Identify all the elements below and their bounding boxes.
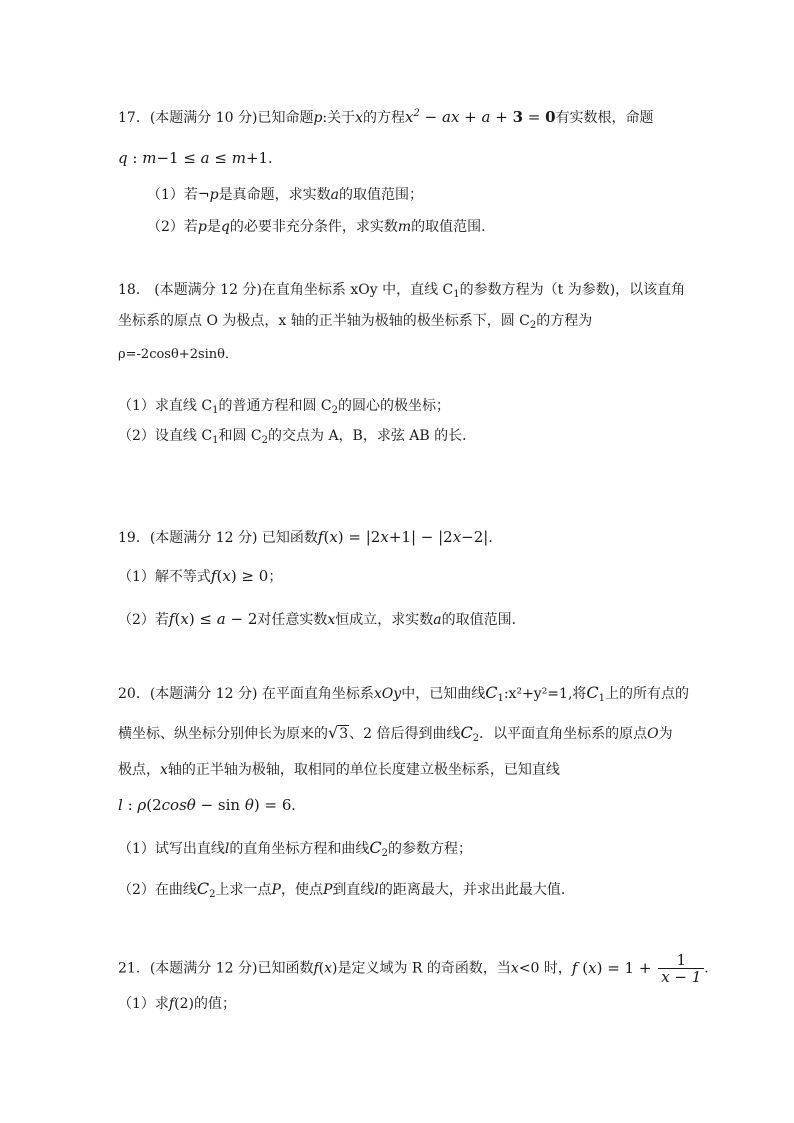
- math-var: x: [405, 108, 414, 126]
- q17-text: 有实数根，命题: [555, 110, 654, 126]
- q18-stem-line2: [118, 311, 592, 331]
- q20-text: 轴的正半轴为极轴，取相同的单位长度建立极坐标系，已知直线: [167, 762, 560, 778]
- q20-part2: [118, 879, 565, 900]
- math-op: −1 ≤: [156, 149, 201, 167]
- q20-text: 横坐标、纵坐标分别伸长为原来的: [118, 726, 328, 742]
- q17-text: 的必要非充分条件，求实数: [229, 219, 398, 235]
- math-op: (: [323, 528, 330, 546]
- math-var: x: [380, 528, 389, 546]
- math-var: m: [142, 149, 157, 167]
- math-op: :: [127, 149, 143, 167]
- math-op: (: [174, 610, 181, 628]
- q20-text: 的参数方程；: [388, 841, 473, 857]
- q19-text: 对任意实数: [257, 612, 328, 628]
- q17-text: （2）若: [147, 219, 198, 235]
- q17-part2: [147, 217, 495, 237]
- math-expression: [211, 567, 268, 585]
- q18-text: 的交点为 A，B，求弦 AB 的长．: [268, 428, 477, 444]
- math-expression: [318, 528, 488, 546]
- q20-text: ．以平面直角坐标系的原点: [479, 726, 648, 742]
- math-var: C: [460, 723, 473, 742]
- math-op: −: [419, 108, 442, 126]
- math-var: C: [196, 879, 210, 898]
- q19-text: （1）解不等式: [118, 569, 211, 585]
- math-expression: [118, 149, 268, 167]
- q20-text: 上求一点: [215, 882, 272, 898]
- q20-line-equation: [118, 795, 305, 816]
- q20-text: 的直角坐标方程和曲线: [229, 841, 370, 857]
- q17-text: 17．(本题满分 10 分)已知命题: [118, 110, 314, 126]
- math-op: +1| − |2: [388, 528, 453, 546]
- q18-text: ρ=-2cosθ+2sinθ．: [118, 347, 238, 362]
- math-op: +: [490, 108, 513, 126]
- q20-text: ．: [291, 798, 306, 814]
- q17-text: 是真命题，求实数: [218, 187, 331, 203]
- math-op: (: [216, 567, 223, 585]
- subscript: 2: [209, 889, 216, 900]
- math-var: θ: [244, 796, 254, 814]
- radicand: 3: [339, 726, 349, 742]
- subscript: 2: [261, 435, 268, 446]
- math-var: C: [369, 838, 382, 857]
- q20-text: 的距离最大，并求出此最大值.: [378, 882, 566, 898]
- q20-text: ，使点: [280, 882, 323, 898]
- math-var: x: [180, 610, 189, 628]
- q18-text: 18． (本题满分 12 分)在直角坐标系 xOy 中，直线 C: [118, 282, 454, 298]
- q20-stem-line2: [118, 723, 673, 744]
- math-var: P: [271, 882, 281, 898]
- q20-part1: [118, 838, 472, 859]
- math-var: x: [324, 960, 333, 977]
- q21-part1: [118, 994, 236, 1014]
- q17-stem-line2: [118, 148, 282, 169]
- q21-text: 21．(本题满分 12 分)已知函数: [118, 960, 314, 977]
- math-expression: [405, 108, 556, 126]
- q17-text: 的取值范围．: [411, 219, 496, 235]
- math-var: cosθ: [161, 796, 196, 814]
- math-var: a: [481, 108, 491, 126]
- math-var: C: [586, 683, 599, 702]
- math-op: ) = 1 +: [596, 958, 657, 977]
- math-var: a: [433, 612, 442, 628]
- q19-part1: [118, 566, 282, 587]
- q19-stem: [118, 527, 502, 548]
- math-var: x: [160, 762, 168, 778]
- q20-text: （2）在曲线: [118, 882, 197, 898]
- q20-text: 到直线: [332, 882, 375, 898]
- q20-text: 20．(本题满分 12 分) 在平面直角坐标系: [118, 686, 374, 702]
- q19-text: 恒成立，求实数: [335, 612, 434, 628]
- q21-text: （1）求: [118, 996, 169, 1012]
- math-var: x: [452, 528, 462, 546]
- subscript: 2: [529, 320, 537, 331]
- math-var: f: [168, 996, 175, 1012]
- fraction-denominator: x − 1: [661, 968, 702, 986]
- q18-text: 和圆 C: [218, 428, 262, 444]
- q18-text: 的圆心的极坐标；: [338, 398, 450, 414]
- math-op: ) = 6: [253, 796, 292, 814]
- math-expression: [118, 796, 291, 814]
- q18-text: 坐标系的原点 O 为极点，x 轴的正半轴为极轴的极坐标系下，圆 C: [118, 313, 530, 329]
- subscript: 2: [381, 848, 389, 859]
- math-op: ) ≤: [188, 610, 217, 628]
- subscript: 1: [212, 405, 219, 416]
- q20-text: 、2 倍后得到曲线: [349, 726, 461, 742]
- math-var: l: [224, 841, 230, 857]
- radical-sign-icon: √: [328, 723, 339, 742]
- q19-text: （2）若: [118, 612, 169, 628]
- q20-text: 极点，: [118, 762, 160, 778]
- q18-circle-equation: [118, 345, 238, 365]
- math-var: a: [216, 610, 226, 628]
- math-op: − sin: [195, 796, 245, 814]
- q21-text: (2)的值；: [174, 996, 236, 1012]
- q19-text: 19．(本题满分 12 分) 已知函数: [118, 530, 318, 546]
- math-op: (: [577, 958, 589, 977]
- math-var: p: [197, 219, 207, 235]
- math-var: x: [329, 528, 338, 546]
- q17-text: :关于: [322, 110, 356, 126]
- math-var: xOy: [373, 686, 402, 702]
- math-expression: [571, 951, 704, 986]
- q21-text: .: [704, 960, 709, 977]
- q20-text: 中，已知曲线: [401, 686, 486, 702]
- q20-stem-line1: [118, 683, 689, 704]
- math-var: f: [317, 528, 324, 546]
- q17-part1: [147, 185, 423, 205]
- math-num: 0: [545, 108, 556, 126]
- math-num: 3: [512, 108, 524, 126]
- math-var: f: [168, 610, 175, 628]
- q19-text: ．: [488, 530, 503, 546]
- math-var: f: [571, 958, 578, 977]
- math-op: ≤: [209, 149, 232, 167]
- math-expression: [169, 610, 257, 628]
- math-var: q: [118, 149, 128, 167]
- math-var: x: [355, 110, 364, 126]
- q21-text: <0 时，: [518, 960, 572, 977]
- subscript: 2: [472, 733, 480, 744]
- math-var: x: [327, 612, 336, 628]
- math-var: O: [647, 726, 659, 742]
- sqrt-expression: [328, 723, 349, 744]
- math-var: x: [588, 958, 597, 977]
- math-op: − 2: [225, 610, 258, 628]
- subscript: 1: [497, 693, 504, 704]
- math-op: ) = |2: [337, 528, 381, 546]
- math-var: l: [118, 796, 123, 814]
- subscript: 1: [453, 289, 460, 300]
- q18-text: 的方程为: [536, 313, 593, 329]
- q20-stem-line3: [118, 760, 560, 780]
- q18-text: 的参数方程为（t 为参数)，以该直角: [459, 282, 686, 298]
- q17-text: 的方程: [363, 110, 406, 126]
- math-op: (2: [146, 796, 162, 814]
- fraction-numerator: 1: [658, 952, 704, 969]
- q21-text: (: [318, 960, 325, 977]
- q17-text: 是: [206, 219, 221, 235]
- q19-text: 的取值范围.: [441, 612, 517, 628]
- math-var: x: [222, 567, 231, 585]
- q17-text: 的取值范围；: [338, 187, 423, 203]
- math-op: −2|: [461, 528, 489, 546]
- q18-text: （1）求直线 C: [118, 398, 213, 414]
- math-var: m: [231, 149, 246, 167]
- math-var: p: [313, 110, 323, 126]
- q20-text: （1）试写出直线: [118, 841, 225, 857]
- q18-text: 的普通方程和圆 C: [218, 398, 332, 414]
- q21-text: )是定义域为 R 的奇函数，当: [332, 960, 511, 977]
- math-var: a: [200, 149, 210, 167]
- q19-text: ；: [268, 569, 283, 585]
- q20-text: :x²+y²=1,将: [503, 686, 587, 702]
- math-var: P: [322, 882, 333, 898]
- math-var: p: [209, 187, 219, 203]
- math-var: ρ: [137, 796, 147, 814]
- math-var: f: [313, 960, 319, 977]
- math-var: ax: [442, 108, 460, 126]
- math-var: l: [374, 882, 379, 898]
- math-op: =: [523, 108, 546, 126]
- q17-stem-line1: [118, 107, 654, 128]
- math-op: +1: [245, 149, 269, 167]
- math-op: +: [459, 108, 482, 126]
- q19-part2: [118, 609, 516, 630]
- q20-text: 为: [658, 726, 673, 742]
- math-var: x: [510, 960, 519, 977]
- fraction: [658, 952, 704, 985]
- subscript: 2: [331, 405, 338, 416]
- math-var: q: [220, 219, 230, 235]
- q18-part1: [118, 396, 450, 416]
- math-var: a: [330, 187, 339, 203]
- q20-text: 上的所有点的: [605, 686, 690, 702]
- q17-text: （1）若¬: [147, 187, 210, 203]
- math-op: ) ≥ 0: [230, 567, 269, 585]
- q18-part2: [118, 426, 476, 446]
- subscript: 1: [598, 693, 606, 704]
- q21-stem: [118, 952, 709, 985]
- q17-text: ．: [268, 151, 283, 167]
- math-var: m: [397, 219, 412, 235]
- math-var: C: [485, 683, 498, 702]
- math-op: :: [122, 796, 138, 814]
- math-exponent: 2: [413, 108, 420, 119]
- math-var: f: [210, 567, 217, 585]
- q18-text: （2）设直线 C: [118, 428, 213, 444]
- q18-stem-line1: [118, 280, 685, 300]
- subscript: 1: [212, 435, 219, 446]
